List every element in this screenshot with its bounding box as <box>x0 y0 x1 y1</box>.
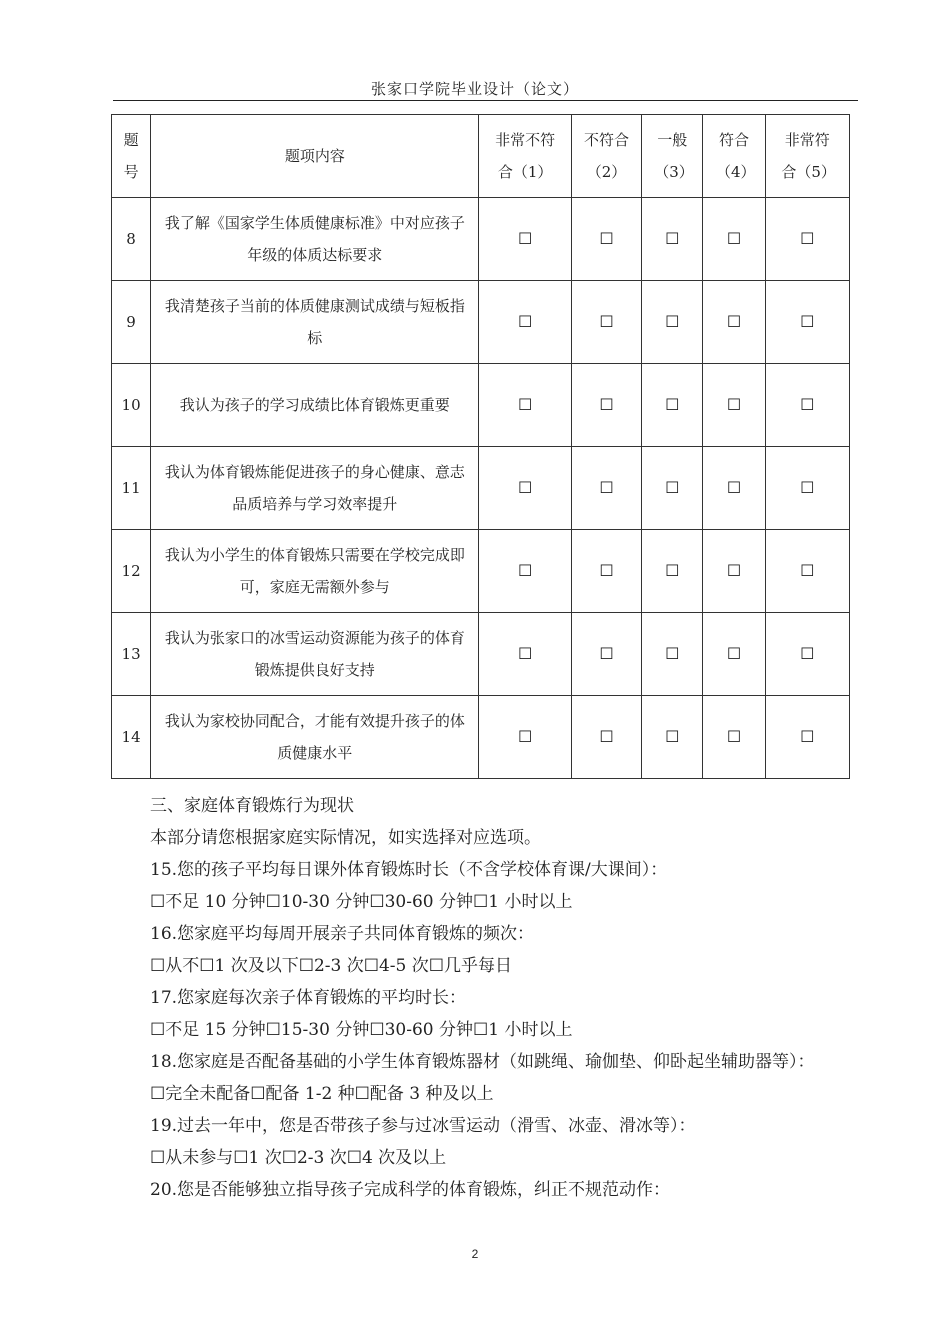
page-number: 2 <box>471 1247 479 1261</box>
item-content: 我清楚孩子当前的体质健康测试成绩与短板指标 <box>164 297 465 347</box>
option-cell-4 <box>703 696 765 779</box>
checkbox-4[interactable]: ☐ <box>726 478 742 497</box>
item-content: 我认为小学生的体育锻炼只需要在学校完成即可，家庭无需额外参与 <box>164 546 465 596</box>
section-title: 三、家庭体育锻炼行为现状 <box>150 796 354 816</box>
option-cell-3 <box>642 530 703 613</box>
question-options[interactable]: ☐完全未配备☐配备 1-2 种☐配备 3 种及以上 <box>150 1084 494 1104</box>
column-header-option-5: 非常符合（5） <box>765 115 849 198</box>
item-number: 12 <box>112 530 151 613</box>
checkbox-4[interactable]: ☐ <box>726 644 742 663</box>
page-header-title: 张家口学院毕业设计（论文） <box>370 80 579 98</box>
checkbox-4[interactable]: ☐ <box>726 229 742 248</box>
checkbox-3[interactable]: ☐ <box>665 229 680 248</box>
checkbox-1[interactable]: ☐ <box>518 312 533 331</box>
option-cell-5 <box>765 364 849 447</box>
item-content: 我认为张家口的冰雪运动资源能为孩子的体育锻炼提供良好支持 <box>164 629 465 679</box>
table-row <box>112 530 850 613</box>
column-header-number: 题号 <box>112 115 151 198</box>
question-options[interactable]: ☐不足 10 分钟☐10-30 分钟☐30-60 分钟☐1 小时以上 <box>150 892 573 912</box>
section-intro: 本部分请您根据家庭实际情况，如实选择对应选项。 <box>150 828 541 848</box>
question-text: 19.过去一年中，您是否带孩子参与过冰雪运动（滑雪、冰壶、滑冰等）： <box>150 1116 696 1136</box>
table-row <box>112 696 850 779</box>
checkbox-1[interactable]: ☐ <box>518 561 533 580</box>
table-row <box>112 198 850 281</box>
option-cell-5 <box>765 198 849 281</box>
option-cell-1 <box>479 281 571 364</box>
item-content-cell <box>151 696 479 779</box>
question-options[interactable]: ☐不足 15 分钟☐15-30 分钟☐30-60 分钟☐1 小时以上 <box>150 1020 573 1040</box>
column-header-option-2: 不符合（2） <box>571 115 641 198</box>
header-divider <box>113 100 858 101</box>
item-number: 14 <box>112 696 151 779</box>
checkbox-3[interactable]: ☐ <box>665 727 680 746</box>
checkbox-5[interactable]: ☐ <box>800 312 815 331</box>
checkbox-1[interactable]: ☐ <box>518 395 533 414</box>
checkbox-4[interactable]: ☐ <box>726 727 742 746</box>
question-options[interactable]: ☐从未参与☐1 次☐2-3 次☐4 次及以上 <box>150 1148 447 1168</box>
option-cell-2 <box>571 447 641 530</box>
option-cell-5 <box>765 447 849 530</box>
option-cell-2 <box>571 281 641 364</box>
checkbox-5[interactable]: ☐ <box>800 229 815 248</box>
option-cell-4 <box>703 364 765 447</box>
table-row <box>112 447 850 530</box>
option-cell-3 <box>642 447 703 530</box>
table-row <box>112 613 850 696</box>
checkbox-1[interactable]: ☐ <box>518 644 533 663</box>
option-cell-4 <box>703 447 765 530</box>
question-text: 17.您家庭每次亲子体育锻炼的平均时长： <box>150 988 467 1008</box>
option-cell-5 <box>765 281 849 364</box>
option-cell-4 <box>703 613 765 696</box>
option-cell-3 <box>642 696 703 779</box>
option-cell-2 <box>571 696 641 779</box>
question-list <box>113 854 859 1206</box>
checkbox-3[interactable]: ☐ <box>665 561 680 580</box>
option-cell-3 <box>642 364 703 447</box>
option-cell-5 <box>765 696 849 779</box>
item-content: 我认为家校协同配合，才能有效提升孩子的体质健康水平 <box>164 712 465 762</box>
option-cell-1 <box>479 447 571 530</box>
checkbox-2[interactable]: ☐ <box>599 561 614 580</box>
option-cell-3 <box>642 281 703 364</box>
option-cell-5 <box>765 530 849 613</box>
question-text: 15.您的孩子平均每日课外体育锻炼时长（不含学校体育课/大课间）： <box>150 860 668 880</box>
checkbox-3[interactable]: ☐ <box>665 312 680 331</box>
checkbox-2[interactable]: ☐ <box>599 478 614 497</box>
item-number: 10 <box>112 364 151 447</box>
option-cell-3 <box>642 613 703 696</box>
option-cell-5 <box>765 613 849 696</box>
option-cell-1 <box>479 613 571 696</box>
question-text: 20.您是否能够独立指导孩子完成科学的体育锻炼，纠正不规范动作： <box>150 1180 671 1200</box>
question-text: 16.您家庭平均每周开展亲子共同体育锻炼的频次： <box>150 924 535 944</box>
item-number: 8 <box>112 198 151 281</box>
option-cell-2 <box>571 530 641 613</box>
item-content-cell <box>151 613 479 696</box>
survey-table <box>111 114 850 779</box>
table-header-row <box>112 115 850 198</box>
checkbox-4[interactable]: ☐ <box>726 561 742 580</box>
checkbox-2[interactable]: ☐ <box>599 644 614 663</box>
column-header-content: 题项内容 <box>151 115 479 198</box>
column-header-option-1: 非常不符合（1） <box>479 115 571 198</box>
item-content: 我认为体育锻炼能促进孩子的身心健康、意志品质培养与学习效率提升 <box>164 463 465 513</box>
question-options[interactable]: ☐从不☐1 次及以下☐2-3 次☐4-5 次☐几乎每日 <box>150 956 512 976</box>
option-cell-4 <box>703 281 765 364</box>
option-cell-2 <box>571 613 641 696</box>
table-row <box>112 281 850 364</box>
checkbox-2[interactable]: ☐ <box>599 395 614 414</box>
option-cell-4 <box>703 198 765 281</box>
option-cell-1 <box>479 530 571 613</box>
checkbox-2[interactable]: ☐ <box>599 312 614 331</box>
option-cell-1 <box>479 696 571 779</box>
item-content-cell <box>151 198 479 281</box>
checkbox-2[interactable]: ☐ <box>599 229 614 248</box>
column-header-option-3: 一般（3） <box>642 115 703 198</box>
item-content: 我认为孩子的学习成绩比体育锻炼更重要 <box>179 396 450 414</box>
checkbox-2[interactable]: ☐ <box>599 727 614 746</box>
checkbox-1[interactable]: ☐ <box>518 727 533 746</box>
column-header-option-4: 符合（4） <box>703 115 765 198</box>
option-cell-2 <box>571 198 641 281</box>
checkbox-4[interactable]: ☐ <box>726 395 742 414</box>
item-content-cell <box>151 530 479 613</box>
checkbox-4[interactable]: ☐ <box>726 312 742 331</box>
item-content-cell <box>151 281 479 364</box>
section-body <box>113 790 859 1206</box>
checkbox-5[interactable]: ☐ <box>800 644 815 663</box>
checkbox-1[interactable]: ☐ <box>518 478 533 497</box>
checkbox-5[interactable]: ☐ <box>800 395 815 414</box>
checkbox-5[interactable]: ☐ <box>800 478 815 497</box>
item-number: 11 <box>112 447 151 530</box>
checkbox-3[interactable]: ☐ <box>665 478 680 497</box>
checkbox-5[interactable]: ☐ <box>800 727 815 746</box>
question-text: 18.您家庭是否配备基础的小学生体育锻炼器材（如跳绳、瑜伽垫、仰卧起坐辅助器等）： <box>150 1052 815 1072</box>
option-cell-4 <box>703 530 765 613</box>
option-cell-1 <box>479 198 571 281</box>
item-content: 我了解《国家学生体质健康标准》中对应孩子年级的体质达标要求 <box>164 214 465 264</box>
option-cell-3 <box>642 198 703 281</box>
option-cell-1 <box>479 364 571 447</box>
item-number: 13 <box>112 613 151 696</box>
option-cell-2 <box>571 364 641 447</box>
checkbox-5[interactable]: ☐ <box>800 561 815 580</box>
item-content-cell <box>151 364 479 447</box>
checkbox-3[interactable]: ☐ <box>665 395 680 414</box>
item-content-cell <box>151 447 479 530</box>
table-row <box>112 364 850 447</box>
checkbox-1[interactable]: ☐ <box>518 229 533 248</box>
checkbox-3[interactable]: ☐ <box>665 644 680 663</box>
item-number: 9 <box>112 281 151 364</box>
